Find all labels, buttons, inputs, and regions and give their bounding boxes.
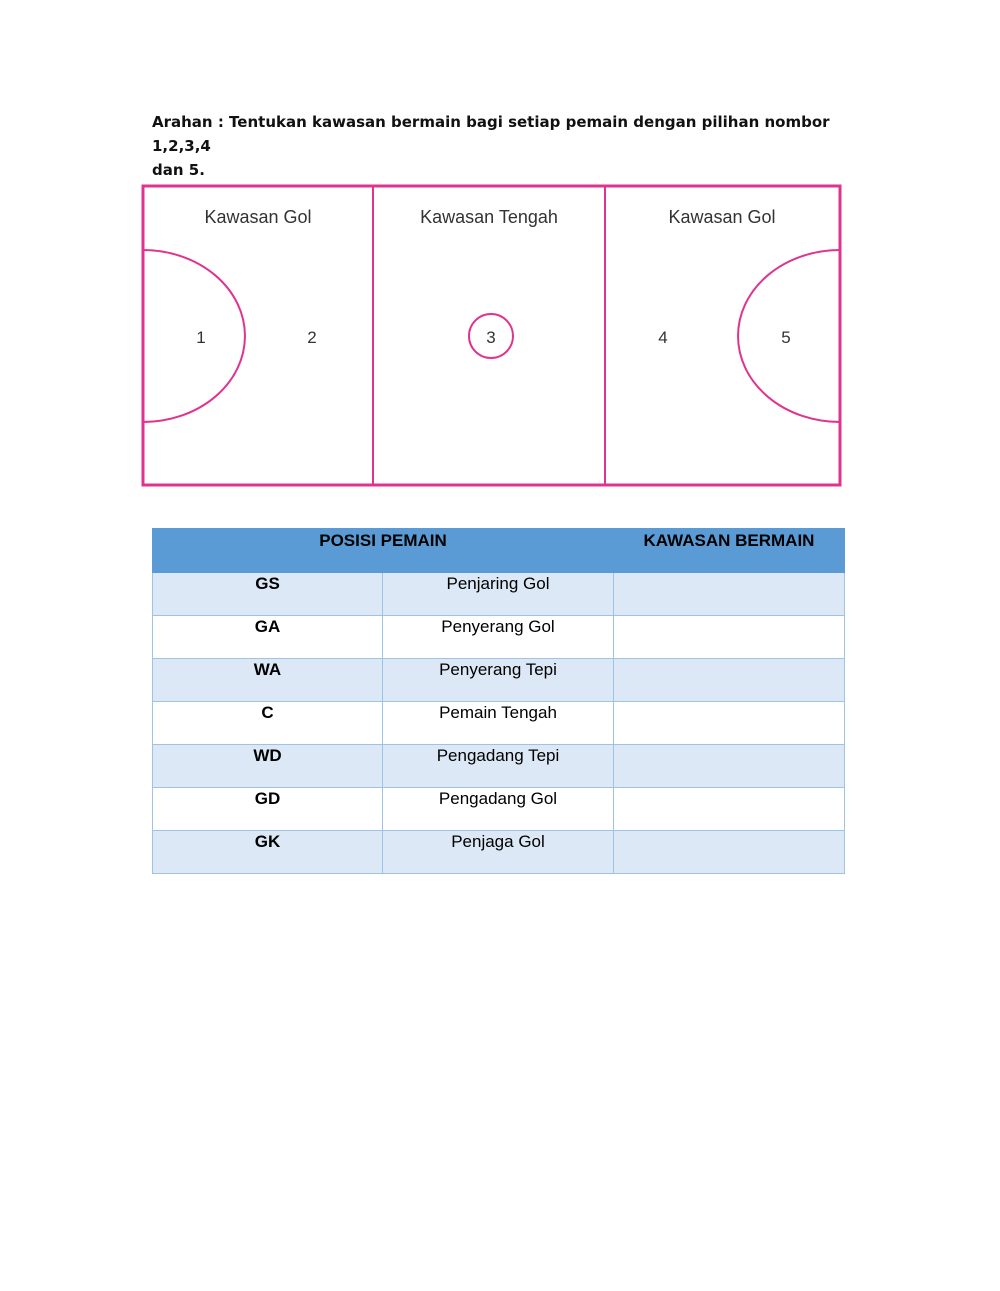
table-row: [153, 745, 845, 788]
zone-label-centre: Kawasan Tengah: [420, 207, 558, 227]
table-row: [153, 831, 845, 874]
position-code: WA: [153, 659, 383, 702]
position-code: WD: [153, 745, 383, 788]
table-row: [153, 788, 845, 831]
position-code: GA: [153, 616, 383, 659]
zone-label-left: Kawasan Gol: [204, 207, 312, 227]
table-row: [153, 616, 845, 659]
instruction-text: [152, 110, 842, 182]
area-number-4: 4: [658, 328, 668, 347]
answer-cell[interactable]: [614, 573, 845, 616]
area-number-1: 1: [196, 328, 206, 347]
position-name: Pemain Tengah: [383, 702, 614, 745]
answer-cell[interactable]: [614, 659, 845, 702]
table-row: [153, 659, 845, 702]
area-number-5: 5: [781, 328, 791, 347]
answer-cell[interactable]: [614, 745, 845, 788]
header-posisi-pemain: POSISI PEMAIN: [153, 529, 614, 573]
table-row: [153, 573, 845, 616]
header-kawasan-bermain: KAWASAN BERMAIN: [614, 529, 845, 573]
table-row: [153, 702, 845, 745]
table-header-row: [153, 529, 845, 573]
position-name: Penyerang Tepi: [383, 659, 614, 702]
position-name: Pengadang Gol: [383, 788, 614, 831]
position-code: GK: [153, 831, 383, 874]
court-svg: [141, 184, 844, 489]
position-table: [152, 528, 845, 874]
position-code: GD: [153, 788, 383, 831]
answer-cell[interactable]: [614, 702, 845, 745]
position-name: Penjaring Gol: [383, 573, 614, 616]
position-code: GS: [153, 573, 383, 616]
position-code: C: [153, 702, 383, 745]
instruction-line-2: dan 5.: [152, 161, 205, 179]
netball-court-diagram: [141, 184, 844, 489]
instruction-line-1: Arahan : Tentukan kawasan bermain bagi setiap pemain dengan pilihan nombor 1,2,3,4: [152, 113, 830, 155]
area-number-3: 3: [486, 328, 496, 347]
position-name: Penjaga Gol: [383, 831, 614, 874]
position-name: Penyerang Gol: [383, 616, 614, 659]
answer-cell[interactable]: [614, 831, 845, 874]
answer-cell[interactable]: [614, 616, 845, 659]
area-number-2: 2: [307, 328, 317, 347]
answer-cell[interactable]: [614, 788, 845, 831]
position-name: Pengadang Tepi: [383, 745, 614, 788]
zone-label-right: Kawasan Gol: [668, 207, 776, 227]
